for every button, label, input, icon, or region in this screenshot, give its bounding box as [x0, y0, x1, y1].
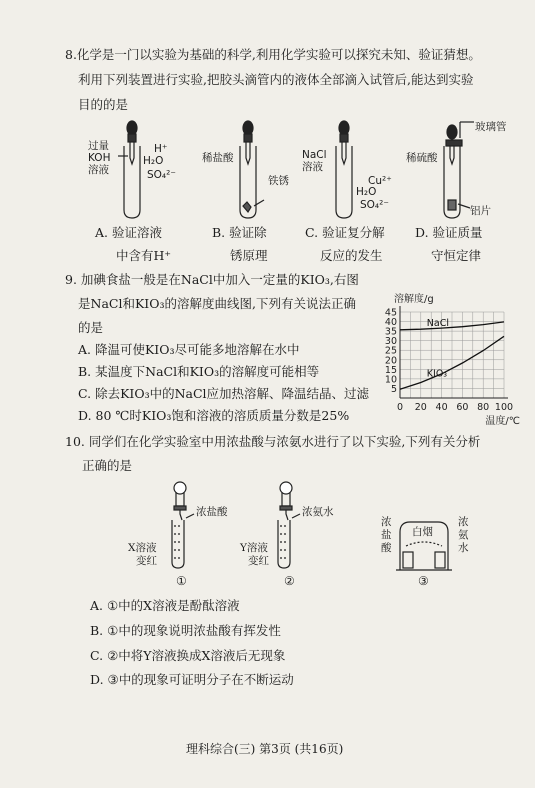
q8-stem-line2: 利用下列装置进行实验,把胶头滴管内的液体全部滴入试管后,能达到实验: [78, 72, 474, 87]
q10-exp3-smoke: 白烟: [412, 526, 433, 538]
chart-y-tick-label: 15: [384, 364, 397, 376]
q10-exp3-drawing: [394, 516, 454, 576]
q8a-reagent-2: KOH: [88, 152, 111, 164]
q10-stem-line1: 10. 同学们在化学实验室中用浓盐酸与浓氨水进行了以下实验,下列有关分析: [65, 434, 481, 449]
q10-exp2-obs-1: Y溶液: [240, 542, 268, 554]
q10-exp1-number: ①: [176, 574, 187, 588]
q8b-reagent: 稀盐酸: [202, 152, 234, 164]
q10-option-a: A. ①中的X溶液是酚酞溶液: [90, 598, 240, 613]
q8-option-b-line2: 锈原理: [230, 248, 268, 263]
q9-option-a: A. 降温可使KIO₃尽可能多地溶解在水中: [78, 342, 300, 357]
chart-y-tick-label: 45: [384, 307, 397, 319]
q9-stem-line3: 的是: [78, 320, 104, 335]
chart-x-tick-label: 100: [494, 402, 514, 413]
q9-stem-line2: 是NaCl和KIO₃的溶解度曲线图,下列有关说法正确: [78, 296, 356, 311]
q8-option-d-line1: D. 验证质量: [415, 225, 483, 240]
q10-exp1-drawing: [160, 480, 220, 570]
q8c-reagent-2: 溶液: [302, 161, 323, 173]
q8-option-c-line1: C. 验证复分解: [305, 225, 385, 240]
q8-stem-line1: 8.化学是一门以实验为基础的科学,利用化学实验可以探究未知、验证猜想。: [65, 47, 481, 62]
chart-y-tick-label: 30: [384, 336, 397, 348]
q10-option-c: C. ②中将Y溶液换成X溶液后无现象: [90, 648, 286, 663]
q8d-solid-label: 铝片: [470, 205, 491, 217]
q10-exp3-right-3: 水: [458, 542, 469, 554]
q9-option-c: C. 除去KIO₃中的NaCl应加热溶解、降温结晶、过滤: [78, 386, 370, 401]
chart-series-label-2: KIO₃: [426, 368, 448, 380]
q10-exp3-left-3: 酸: [381, 542, 392, 554]
q10-exp1-obs-2: 变红: [136, 555, 157, 567]
q8-option-a-line1: A. 验证溶液: [95, 225, 162, 240]
chart-x-axis-label: 温度/℃: [485, 416, 520, 427]
q8a-reagent-1: 过量: [88, 140, 109, 152]
q8-option-a-line2: 中含有H⁺: [116, 248, 171, 263]
q10-option-d: D. ③中的现象可证明分子在不断运动: [90, 672, 294, 687]
chart-y-tick-label: 20: [384, 355, 397, 367]
q8c-ion-1: Cu²⁺: [368, 175, 392, 187]
page-footer: 理科综合(三) 第3页 (共16页): [186, 742, 344, 756]
q8c-ion-2: H₂O: [356, 186, 377, 198]
q8a-ion-3: SO₄²⁻: [147, 169, 176, 181]
q9-option-b: B. 某温度下NaCl和KIO₃的溶解度可能相等: [78, 364, 320, 379]
q10-exp3-number: ③: [418, 574, 429, 588]
q8b-solid-label: 铁锈: [268, 175, 289, 187]
q9-stem-line1: 9. 加碘食盐一般是在NaCl中加入一定量的KIO₃,右图: [65, 272, 359, 287]
chart-y-tick-label: 40: [384, 317, 397, 329]
q8a-ion-2: H₂O: [143, 155, 164, 167]
q8-stem-line3: 目的的是: [78, 97, 129, 112]
q8b-apparatus-drawing: [234, 118, 274, 220]
chart-y-axis-label: 溶解度/g: [394, 294, 434, 305]
q10-option-b: B. ①中的现象说明浓盐酸有挥发性: [90, 623, 281, 638]
chart-y-tick-label: 25: [384, 345, 397, 357]
solubility-chart: [360, 290, 520, 426]
chart-y-tick-label: 10: [384, 374, 397, 386]
q10-exp1-obs-1: X溶液: [128, 542, 157, 554]
q9-option-d: D. 80 ℃时KIO₃饱和溶液的溶质质量分数是25%: [78, 408, 350, 423]
q10-exp3-left-1: 浓: [381, 516, 392, 528]
q8a-ion-1: H⁺: [154, 143, 168, 155]
q8d-tube-label: 玻璃管: [475, 121, 507, 133]
q10-exp3-right-2: 氨: [458, 529, 469, 541]
q10-exp1-reagent: 浓盐酸: [196, 506, 228, 518]
q10-exp3-left-2: 盐: [381, 529, 392, 541]
chart-y-tick-label: 5: [390, 383, 397, 395]
chart-x-tick-label: 20: [414, 402, 427, 413]
q8a-reagent-3: 溶液: [88, 164, 109, 176]
q10-exp2-drawing: [266, 480, 326, 570]
q10-exp3-right-1: 浓: [458, 516, 469, 528]
chart-x-tick-label: 40: [435, 402, 448, 413]
chart-x-tick-label: 0: [396, 402, 404, 413]
q8c-reagent-1: NaCl: [302, 149, 327, 161]
q10-exp2-reagent: 浓氨水: [302, 506, 334, 518]
chart-x-tick-label: 80: [477, 402, 490, 413]
q8c-ion-3: SO₄²⁻: [360, 199, 389, 211]
chart-y-tick-label: 35: [384, 326, 397, 338]
chart-x-tick-label: 60: [456, 402, 469, 413]
q8-option-b-line1: B. 验证除: [212, 225, 267, 240]
q10-stem-line2: 正确的是: [82, 458, 133, 473]
q8-option-c-line2: 反应的发生: [320, 248, 383, 263]
q10-exp2-obs-2: 变红: [248, 555, 269, 567]
q8-option-d-line2: 守恒定律: [431, 248, 482, 263]
chart-series-label-1: NaCl: [426, 318, 450, 330]
q8d-reagent: 稀硫酸: [406, 152, 438, 164]
q10-exp2-number: ②: [284, 574, 295, 588]
